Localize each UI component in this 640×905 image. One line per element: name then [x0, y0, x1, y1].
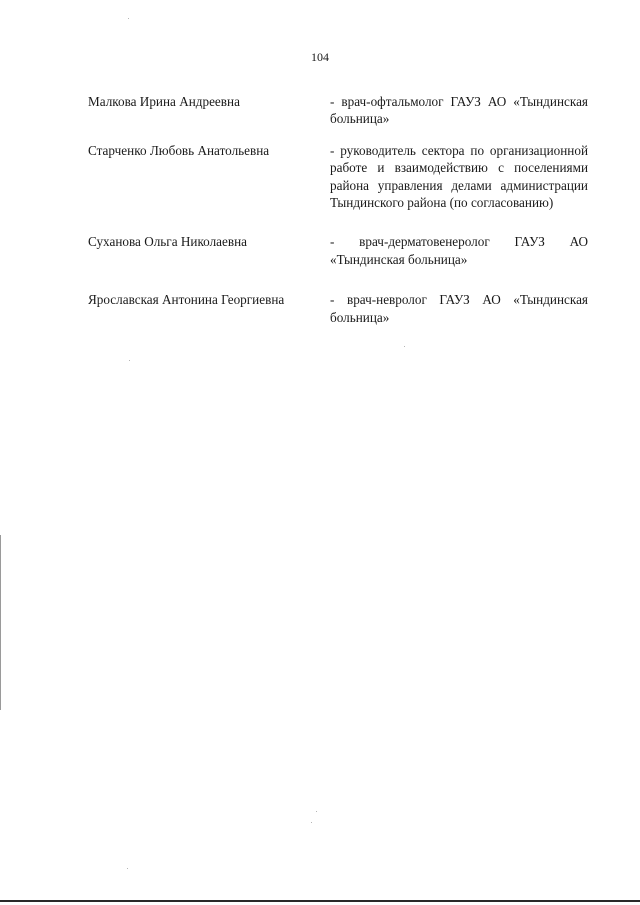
scan-speck: [128, 18, 129, 19]
member-role: - врач-невролог ГАУЗ АО «Тындинская больница»: [330, 292, 588, 325]
member-role: - врач-офтальмолог ГАУЗ АО «Тындинская больница»: [330, 94, 588, 127]
scan-speck: [311, 822, 312, 823]
list-item: [88, 233, 588, 268]
scan-speck: [127, 868, 128, 869]
list-item: [88, 142, 588, 212]
list-item: [88, 93, 588, 128]
scan-edge-left: [0, 535, 1, 710]
member-name: Суханова Ольга Николаевна: [88, 234, 248, 250]
scan-speck: [316, 811, 317, 812]
member-name: Ярославская Антонина Георгиевна: [88, 292, 285, 308]
page-number: 104: [311, 50, 329, 64]
member-name: Малкова Ирина Андреевна: [88, 94, 240, 109]
scan-speck: [404, 346, 405, 347]
scan-edge-bottom: [0, 900, 640, 902]
member-role: - руководитель сектора по организационной работе и взаимодействию с поселениями района управления делами администрации Тындинского района (по согласованию): [330, 142, 588, 211]
list-item: [88, 291, 588, 326]
members-list: [88, 93, 588, 326]
member-role: - врач-дерматовенеролог ГАУЗ АО «Тындинская больница»: [330, 234, 588, 267]
member-name: Старченко Любовь Анатольевна: [88, 142, 270, 158]
scan-speck: [129, 360, 130, 361]
